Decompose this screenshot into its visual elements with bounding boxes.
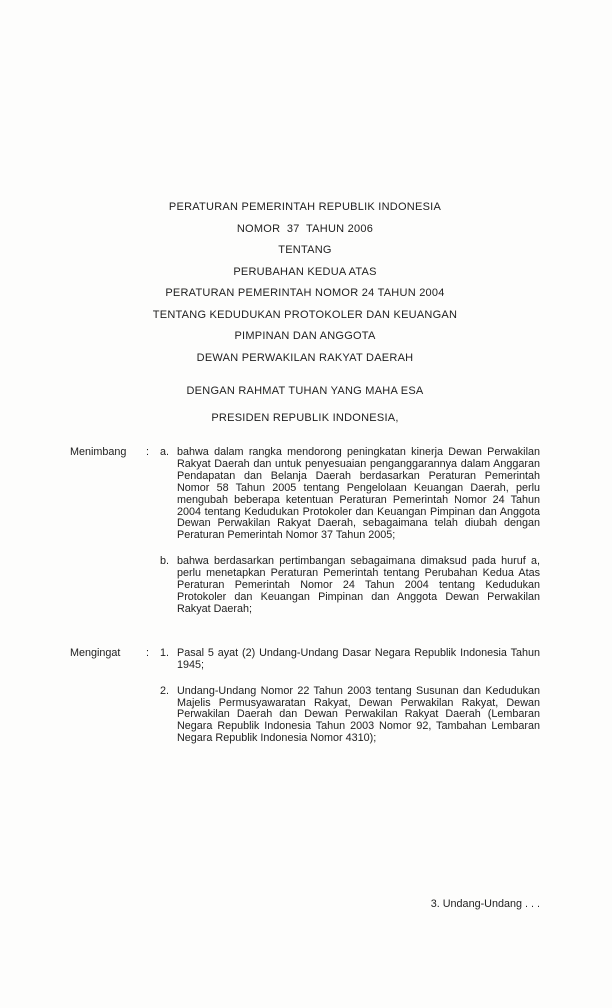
section-mengingat-items [160, 648, 540, 745]
item-text-a: bahwa dalam rangka mendorong peningkatan kinerja Dewan Perwakilan Rakyat Daerah dan untuk penyesuaian penganggarannya dalam Anggaran Pendapatan dan Belanja Daerah berdasarkan Peraturan Pemerintah Nomor 58 Tahun 2005 tentang Pengelolaan Keuangan Daerah, perlu mengubah beberapa ketentuan Peraturan Pemerintah Nomor 24 Tahun 2004 tentang Kedudukan Protokoler dan Keuangan Pimpinan dan Anggota Dewan Perwakilan Rakyat Daerah, sebagaimana telah diubah dengan Peraturan Pemerintah Nomor 37 Tahun 2005; [177, 446, 540, 542]
continuation-marker: 3. Undang-Undang . . . [430, 898, 540, 910]
list-item-1 [160, 648, 540, 672]
list-item-b [160, 556, 540, 616]
doc-title-line-2: NOMOR 37 TAHUN 2006 [236, 222, 374, 235]
doc-title-line-3: TENTANG [278, 244, 332, 256]
section-menimbang [70, 447, 540, 616]
doc-title-line-1: PERATURAN PEMERINTAH REPUBLIK INDONESIA [168, 201, 442, 213]
doc-title-line-8: DEWAN PERWAKILAN RAKYAT DAERAH [196, 351, 414, 364]
list-item-a [160, 447, 540, 542]
section-menimbang-label: Menimbang [70, 446, 127, 458]
doc-title-line-5: PERATURAN PEMERINTAH NOMOR 24 TAHUN 2004 [165, 287, 445, 299]
item-marker-b: b. [160, 555, 170, 568]
item-text-1: Pasal 5 ayat (2) Undang-Undang Dasar Negara Republik Indonesia Tahun 1945; [177, 646, 540, 671]
preamble-invocation: DENGAN RAHMAT TUHAN YANG MAHA ESA [186, 385, 424, 397]
section-menimbang-items [160, 447, 540, 616]
item-marker-2: 2. [160, 684, 170, 697]
document-title-block [70, 197, 540, 369]
item-marker-1: 1. [160, 646, 170, 659]
section-menimbang-colon: : [146, 446, 149, 458]
item-text-b: bahwa berdasarkan pertimbangan sebagaimana dimaksud pada huruf a, perlu menetapkan Peraturan Pemerintah tentang Perubahan Kedua Atas Peraturan Pemerintah Nomor 24 Tahun 2004 tentang Kedudukan Protokoler dan Keuangan Pimpinan dan Anggota Dewan Perwakilan Rakyat Daerah; [177, 555, 540, 615]
doc-title-line-6: TENTANG KEDUDUKAN PROTOKOLER DAN KEUANGAN [152, 308, 458, 321]
doc-title-line-4: PERUBAHAN KEDUA ATAS [233, 265, 377, 278]
section-mengingat-colon: : [146, 646, 149, 659]
section-mengingat [70, 648, 540, 745]
preamble-authority: PRESIDEN REPUBLIK INDONESIA, [211, 412, 399, 424]
list-item-2 [160, 686, 540, 746]
section-mengingat-label: Mengingat [70, 646, 121, 659]
item-marker-a: a. [160, 446, 170, 458]
item-text-2: Undang-Undang Nomor 22 Tahun 2003 tentang Susunan dan Kedudukan Majelis Permusyawaratan Rakyat, Dewan Perwakilan Rakyat, Dewan Perwakilan Daerah dan Dewan Perwakilan Rakyat Daerah (Lembaran Negara Republik Indonesia Tahun 2003 Nomor 92, Tambahan Lembaran Negara Republik Indonesia Nomor 4310); [177, 684, 540, 745]
preamble-block [70, 381, 540, 429]
doc-title-line-7: PIMPINAN DAN ANGGOTA [234, 330, 376, 342]
